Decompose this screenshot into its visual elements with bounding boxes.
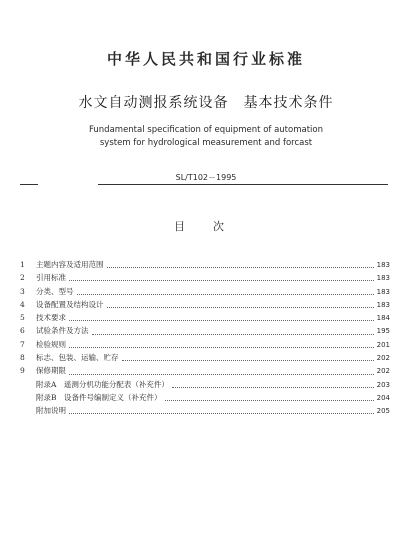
toc-entry-number: 8 — [20, 353, 25, 363]
toc-entry-page: 195 — [376, 327, 390, 336]
toc-entry-title: 主题内容及适用范围 — [36, 260, 104, 269]
toc-entry-title: 附加说明 — [36, 406, 66, 416]
toc-leader-dots — [122, 356, 374, 361]
toc-entry-title: 保修期限 — [36, 366, 66, 376]
toc-entry-title: 标志、包装、运输、贮存 — [36, 353, 119, 363]
toc-entry[interactable] — [20, 364, 390, 377]
toc-entry[interactable] — [20, 404, 390, 417]
toc-entry[interactable] — [20, 285, 390, 298]
title-chinese: 水文自动测报系统设备 基本技术条件 — [78, 95, 334, 111]
toc-entry[interactable] — [20, 324, 390, 337]
toc-leader-dots — [69, 370, 374, 375]
title-english-line-1: Fundamental specification of equipment of automation — [88, 125, 323, 135]
divider-right — [98, 184, 388, 185]
toc-entry-page: 202 — [376, 367, 390, 376]
toc-entry[interactable] — [20, 338, 390, 351]
toc-leader-dots — [69, 343, 374, 348]
toc-entry[interactable] — [20, 391, 390, 404]
toc-entry-number: 7 — [20, 339, 25, 349]
toc-entry-title: 检验规则 — [36, 339, 66, 349]
toc-entry-number: 1 — [20, 260, 25, 269]
toc-entry-page: 205 — [376, 407, 390, 416]
toc-entry-number: 2 — [20, 273, 25, 283]
toc-entry[interactable] — [20, 351, 390, 364]
toc-leader-dots — [165, 396, 374, 401]
toc-entry-title: 技术要求 — [36, 313, 66, 323]
toc-entry-page: 183 — [376, 261, 390, 269]
toc-entry-title: 附录B 设备件号编制定义（补充件） — [36, 392, 162, 402]
toc-entry-page: 183 — [376, 287, 390, 296]
table-of-contents — [20, 258, 390, 418]
toc-leader-dots — [107, 303, 374, 308]
toc-entry-title: 引用标准 — [36, 273, 66, 283]
toc-heading: 目次 — [174, 220, 252, 233]
toc-entry-title: 分类、型号 — [36, 286, 74, 296]
toc-entry-page: 203 — [376, 380, 390, 389]
toc-leader-dots — [69, 276, 374, 281]
toc-entry[interactable] — [20, 271, 390, 284]
toc-entry-page: 183 — [376, 300, 390, 309]
toc-entry[interactable] — [20, 311, 390, 324]
toc-entry-page: 201 — [376, 340, 390, 349]
standard-number: SL/T102－1995 — [175, 173, 237, 182]
toc-entry-title: 设备配置及结构设计 — [36, 299, 104, 309]
toc-leader-dots — [172, 383, 374, 388]
title-english-line-2: system for hydrological measurement and forcast — [99, 138, 313, 148]
toc-entry[interactable] — [20, 378, 390, 391]
toc-entry[interactable] — [20, 258, 390, 271]
toc-entry-page: 183 — [376, 274, 390, 283]
toc-entry-number: 3 — [20, 286, 25, 296]
toc-entry-page: 202 — [376, 354, 390, 363]
toc-entry-title: 附录A 遥测分机功能分配表（补充件） — [36, 379, 169, 389]
toc-entry-page: 204 — [376, 393, 390, 402]
divider-left — [20, 184, 38, 185]
toc-entry-number: 5 — [20, 313, 25, 323]
toc-leader-dots — [77, 290, 374, 295]
toc-leader-dots — [69, 409, 374, 414]
toc-leader-dots — [92, 330, 374, 335]
toc-leader-dots — [69, 316, 374, 321]
standard-category: 中华人民共和国行业标准 — [106, 50, 305, 68]
toc-entry-page: 184 — [376, 314, 390, 323]
toc-entry-title: 试验条件及方法 — [36, 326, 89, 336]
toc-entry[interactable] — [20, 298, 390, 311]
toc-entry-number: 9 — [20, 366, 25, 376]
toc-entry-number: 4 — [20, 299, 25, 309]
toc-entry-number: 6 — [20, 326, 25, 336]
title-english — [0, 124, 412, 150]
toc-leader-dots — [107, 263, 374, 268]
